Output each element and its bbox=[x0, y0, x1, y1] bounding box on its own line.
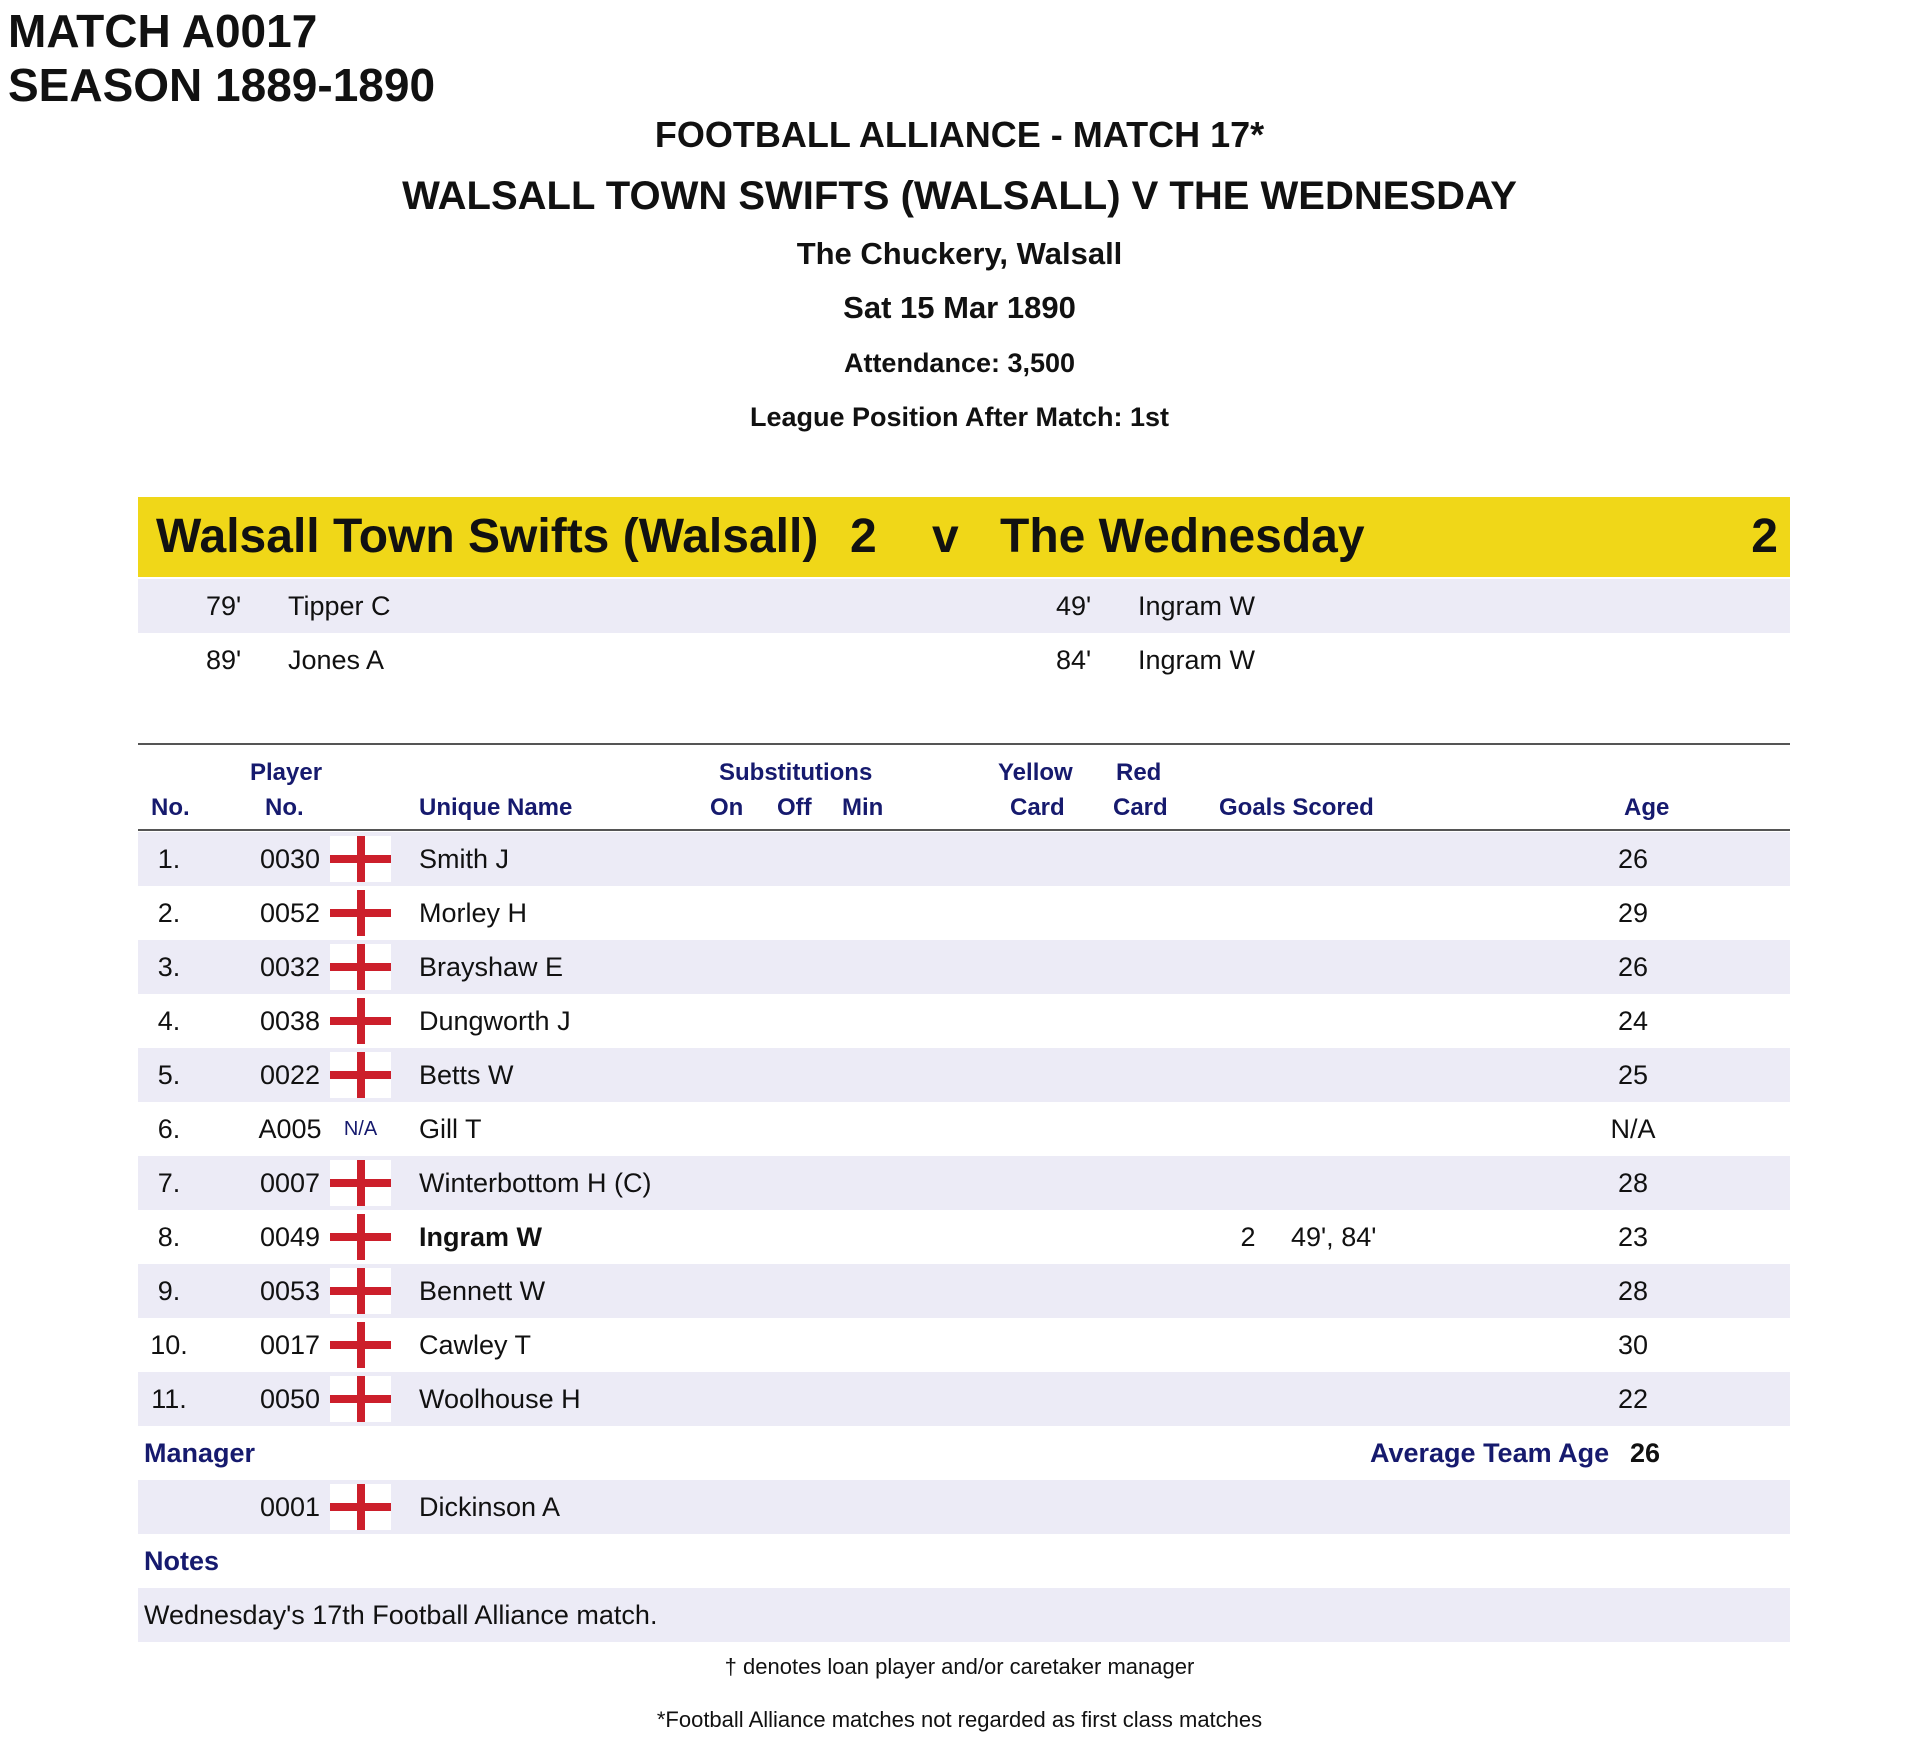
player-number: 0017 bbox=[259, 1330, 321, 1360]
player-age: 23 bbox=[1617, 1222, 1649, 1252]
player-name: Winterbottom H (C) bbox=[419, 1168, 652, 1198]
table-header-rule bbox=[138, 829, 1790, 831]
player-number: 0007 bbox=[259, 1168, 321, 1198]
player-age: 26 bbox=[1617, 844, 1649, 874]
england-flag-icon bbox=[330, 1376, 391, 1422]
player-name: Gill T bbox=[419, 1114, 482, 1144]
england-flag-icon bbox=[330, 836, 391, 882]
player-age: 30 bbox=[1617, 1330, 1649, 1360]
player-number: 0049 bbox=[259, 1222, 321, 1252]
player-name: Woolhouse H bbox=[419, 1384, 581, 1414]
england-flag-icon bbox=[330, 1214, 391, 1260]
notes-row bbox=[138, 1588, 1790, 1642]
player-age: 26 bbox=[1617, 952, 1649, 982]
col-yellow-bottom: Card bbox=[1010, 794, 1065, 821]
england-flag-icon bbox=[330, 998, 391, 1044]
season: SEASON 1889-1890 bbox=[8, 59, 436, 111]
player-number: 0050 bbox=[259, 1384, 321, 1414]
player-age: 28 bbox=[1617, 1168, 1649, 1198]
player-age: 28 bbox=[1617, 1276, 1649, 1306]
england-flag-icon bbox=[330, 1484, 391, 1530]
shirt-number: 2. bbox=[157, 898, 181, 928]
flag-not-available: N/A bbox=[330, 1106, 391, 1152]
venue: The Chuckery, Walsall bbox=[796, 236, 1123, 271]
player-number: 0053 bbox=[259, 1276, 321, 1306]
shirt-number: 10. bbox=[150, 1330, 188, 1360]
england-flag-icon bbox=[330, 1322, 391, 1368]
manager-label: Manager bbox=[144, 1438, 256, 1468]
table-row bbox=[138, 1102, 1790, 1156]
col-sub-off: Off bbox=[777, 794, 812, 821]
table-row bbox=[138, 1048, 1790, 1102]
table-row bbox=[138, 1318, 1790, 1372]
manager-number: 0001 bbox=[259, 1492, 321, 1522]
goals-count: 2 bbox=[1240, 1222, 1256, 1252]
player-name: Cawley T bbox=[419, 1330, 532, 1360]
player-number: 0030 bbox=[259, 844, 321, 874]
away-score: 2 bbox=[1751, 510, 1778, 563]
player-age: N/A bbox=[1610, 1114, 1656, 1144]
shirt-number: 7. bbox=[157, 1168, 181, 1198]
shirt-number: 9. bbox=[157, 1276, 181, 1306]
player-name: Morley H bbox=[419, 898, 528, 928]
competition-title: FOOTBALL ALLIANCE - MATCH 17* bbox=[654, 114, 1265, 155]
score-bar bbox=[138, 497, 1790, 577]
shirt-number: 8. bbox=[157, 1222, 181, 1252]
home-goal-scorer: Jones A bbox=[288, 645, 385, 675]
col-sub-min: Min bbox=[842, 794, 884, 821]
average-age-label: Average Team Age bbox=[1370, 1438, 1610, 1468]
player-age: 22 bbox=[1617, 1384, 1649, 1414]
player-name: Ingram W bbox=[419, 1222, 543, 1252]
col-goals-scored: Goals Scored bbox=[1219, 794, 1374, 821]
player-age: 24 bbox=[1617, 1006, 1649, 1036]
manager-name: Dickinson A bbox=[419, 1492, 561, 1522]
table-row bbox=[138, 940, 1790, 994]
col-player-bottom: No. bbox=[265, 794, 304, 821]
player-name: Smith J bbox=[419, 844, 510, 874]
home-goal-minute: 89' bbox=[206, 645, 242, 675]
player-name: Betts W bbox=[419, 1060, 514, 1090]
england-flag-icon bbox=[330, 1268, 391, 1314]
player-number: 0052 bbox=[259, 898, 321, 928]
away-goal-scorer: Ingram W bbox=[1138, 591, 1256, 621]
away-goal-scorer: Ingram W bbox=[1138, 645, 1256, 675]
versus-label: v bbox=[932, 510, 959, 563]
col-unique-name: Unique Name bbox=[419, 794, 573, 821]
england-flag-icon bbox=[330, 944, 391, 990]
away-goal-minute: 84' bbox=[1056, 645, 1092, 675]
league-position: League Position After Match: 1st bbox=[749, 402, 1170, 432]
match-date: Sat 15 Mar 1890 bbox=[843, 290, 1076, 325]
table-row bbox=[138, 1156, 1790, 1210]
home-goal-scorer: Tipper C bbox=[288, 591, 391, 621]
table-row bbox=[138, 886, 1790, 940]
shirt-number: 3. bbox=[157, 952, 181, 982]
table-row bbox=[138, 832, 1790, 886]
table-row bbox=[138, 1372, 1790, 1426]
player-name: Dungworth J bbox=[419, 1006, 571, 1036]
goal-row bbox=[138, 579, 1790, 633]
average-age-value: 26 bbox=[1630, 1438, 1661, 1468]
goal-row bbox=[138, 633, 1790, 687]
shirt-number: 1. bbox=[157, 844, 181, 874]
away-goal-minute: 49' bbox=[1056, 591, 1092, 621]
shirt-number: 11. bbox=[151, 1384, 187, 1414]
england-flag-icon bbox=[330, 890, 391, 936]
attendance: Attendance: 3,500 bbox=[843, 348, 1076, 378]
player-age: 25 bbox=[1617, 1060, 1649, 1090]
col-sub-on: On bbox=[710, 794, 744, 821]
notes-label: Notes bbox=[144, 1546, 220, 1576]
player-name: Bennett W bbox=[419, 1276, 546, 1306]
home-team-name: Walsall Town Swifts (Walsall) bbox=[156, 510, 819, 563]
player-name: Brayshaw E bbox=[419, 952, 564, 982]
col-no: No. bbox=[151, 794, 190, 821]
england-flag-icon bbox=[330, 1052, 391, 1098]
table-top-rule bbox=[138, 743, 1790, 745]
manager-row bbox=[138, 1480, 1790, 1534]
col-age: Age bbox=[1624, 794, 1670, 821]
col-red-bottom: Card bbox=[1113, 794, 1168, 821]
player-age: 29 bbox=[1617, 898, 1649, 928]
table-row bbox=[138, 994, 1790, 1048]
home-goal-minute: 79' bbox=[206, 591, 242, 621]
col-player-top: Player bbox=[250, 759, 323, 786]
fixture-title: WALSALL TOWN SWIFTS (WALSALL) V THE WEDNESDAY bbox=[402, 174, 1517, 218]
player-number: 0038 bbox=[259, 1006, 321, 1036]
shirt-number: 6. bbox=[157, 1114, 181, 1144]
player-number: A005 bbox=[258, 1114, 322, 1144]
col-substitutions: Substitutions bbox=[719, 759, 873, 786]
footnote-loan: † denotes loan player and/or caretaker manager bbox=[724, 1654, 1195, 1679]
player-number: 0022 bbox=[259, 1060, 321, 1090]
table-row bbox=[138, 1210, 1790, 1264]
col-red-top: Red bbox=[1116, 759, 1162, 786]
notes-text: Wednesday's 17th Football Alliance match. bbox=[144, 1600, 658, 1630]
match-id: MATCH A0017 bbox=[8, 5, 318, 57]
shirt-number: 4. bbox=[157, 1006, 181, 1036]
home-score: 2 bbox=[850, 510, 877, 563]
england-flag-icon bbox=[330, 1160, 391, 1206]
table-row bbox=[138, 1264, 1790, 1318]
away-team-name: The Wednesday bbox=[1000, 510, 1365, 563]
col-yellow-top: Yellow bbox=[998, 759, 1073, 786]
shirt-number: 5. bbox=[157, 1060, 181, 1090]
player-number: 0032 bbox=[259, 952, 321, 982]
footnote-alliance: *Football Alliance matches not regarded as first class matches bbox=[656, 1707, 1263, 1732]
goal-minutes: 49', 84' bbox=[1291, 1222, 1377, 1252]
